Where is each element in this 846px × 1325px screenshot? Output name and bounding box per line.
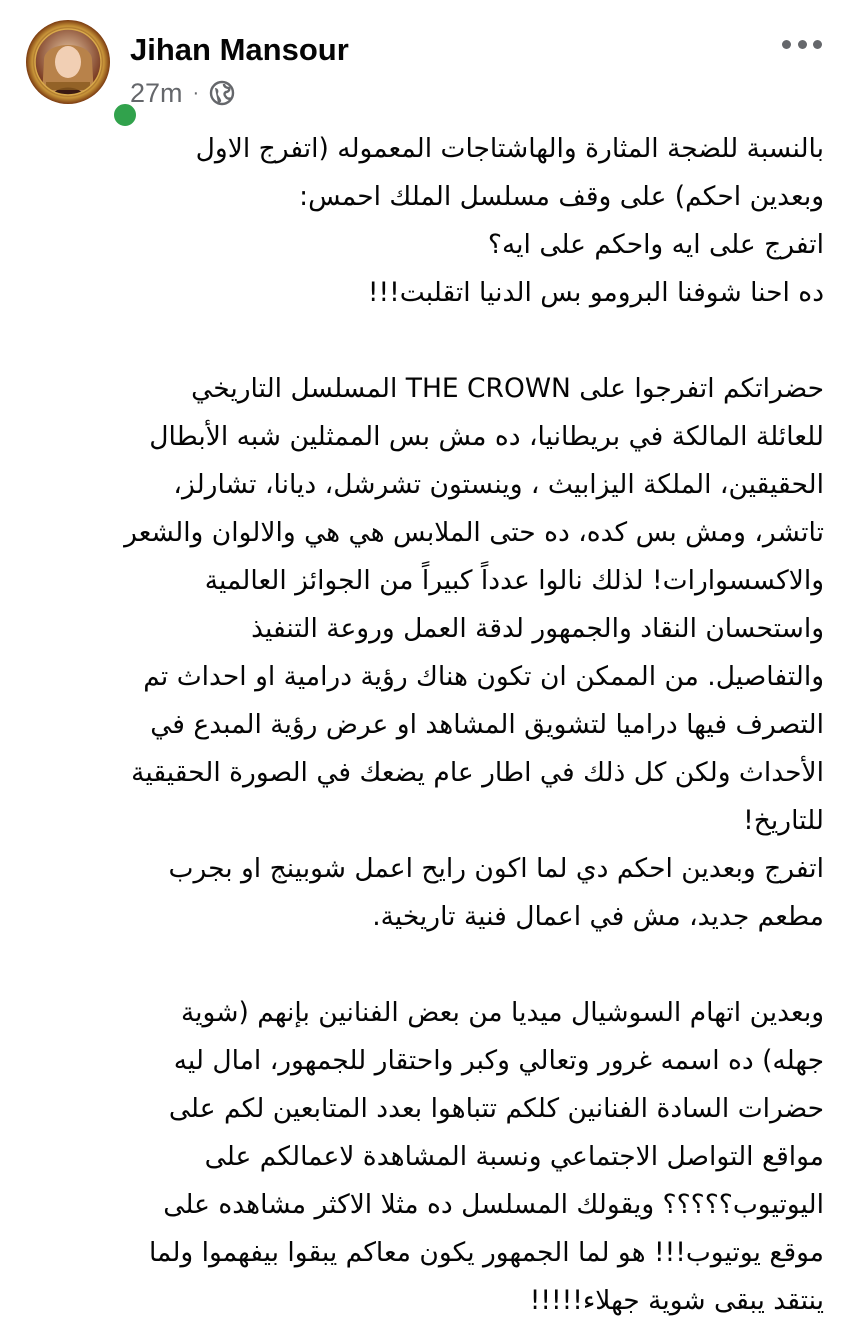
post-text-line: للتاريخ! [743,805,824,836]
post-meta [130,76,235,110]
post-text-line: مطعم جديد، مش في اعمال فنية تاريخية. [372,901,824,932]
post-text-line: التصرف فيها دراميا لتشويق المشاهد او عرض رؤية المبدع في [150,709,824,740]
post-text-line: حضرات السادة الفنانين كلكم تتباهوا بعدد المتابعين لكم على [168,1093,824,1124]
paragraph-gap [18,317,824,365]
post-body [18,125,824,1325]
more-dots-icon [798,40,807,49]
post-text-line: اتفرج على ايه واحكم على ايه؟ [487,229,824,260]
post-text-line: الحقيقين، الملكة اليزابيث ، وينستون تشرشل، ديانا، تشارلز، [173,469,824,500]
post-time[interactable]: 27m [130,77,183,108]
post-text-line: تاتشر، ومش بس كده، ده حتى الملابس هي هي والالوان والشعر [124,517,824,548]
post-text-line: ينتقد يبقى شوية جهلاء!!!!! [529,1285,824,1316]
post-text-line: اتفرج وبعدين احكم دي لما اكون رايح اعمل شوبينج او بجرب [168,853,824,884]
post-text-line: وبعدين احكم) على وقف مسلسل الملك احمس: [299,181,824,212]
post-text-line: ده احنا شوفنا البرومو بس الدنيا اتقلبت!!! [367,277,824,308]
profile-avatar[interactable] [26,20,110,104]
post-text-line: موقع يوتيوب!!! هو لما الجمهور يكون معاكم يبقوا بيفهموا ولما [148,1237,824,1268]
globe-icon[interactable] [209,80,235,106]
post-header [0,0,846,120]
post-text-line: وبعدين اتهام السوشيال ميديا من بعض الفنانين بإنهم (شوية [180,997,824,1028]
author-name[interactable]: Jihan Mansour [130,32,349,67]
post-text-line: الأحداث ولكن كل ذلك في اطار عام يضعك في الصورة الحقيقية [131,757,824,788]
post-text-line: والتفاصيل. من الممكن ان تكون هناك رؤية درامية او احداث تم [143,661,824,692]
more-dots-icon [782,40,791,49]
meta-separator: · [192,81,200,104]
post-text-line: جهله) ده اسمه غرور وتعالي وكبر واحتقار للجمهور، امال ليه [173,1045,824,1076]
more-dots-icon [813,40,822,49]
post-text-line: للعائلة المالكة في بريطانيا، ده مش بس الممثلين شبه الأبطال [149,421,824,452]
post-paragraph [18,125,824,317]
post-paragraph [18,365,824,941]
post-text-line: حضراتكم اتفرجوا على THE CROWN المسلسل التاريخي [191,373,824,404]
avatar-image [26,20,110,104]
post-text-line: والاكسسوارات! لذلك نالوا عدداً كبيراً من الجوائز العالمية [204,565,824,596]
paragraph-gap [18,941,824,989]
post-text-line: اليوتيوب؟؟؟؟؟ ويقولك المسلسل ده مثلا الاكثر مشاهده على [163,1189,824,1220]
post-text-line: واستحسان النقاد والجمهور لدقة العمل وروعة التنفيذ [251,613,824,644]
post-text-line: مواقع التواصل الاجتماعي ونسبة المشاهدة لاعمالكم على [204,1141,824,1172]
post-paragraph [18,989,824,1325]
post-text-line: بالنسبة للضجة المثارة والهاشتاجات المعموله (اتفرج الاول [195,133,824,164]
more-options-button[interactable] [782,30,822,58]
